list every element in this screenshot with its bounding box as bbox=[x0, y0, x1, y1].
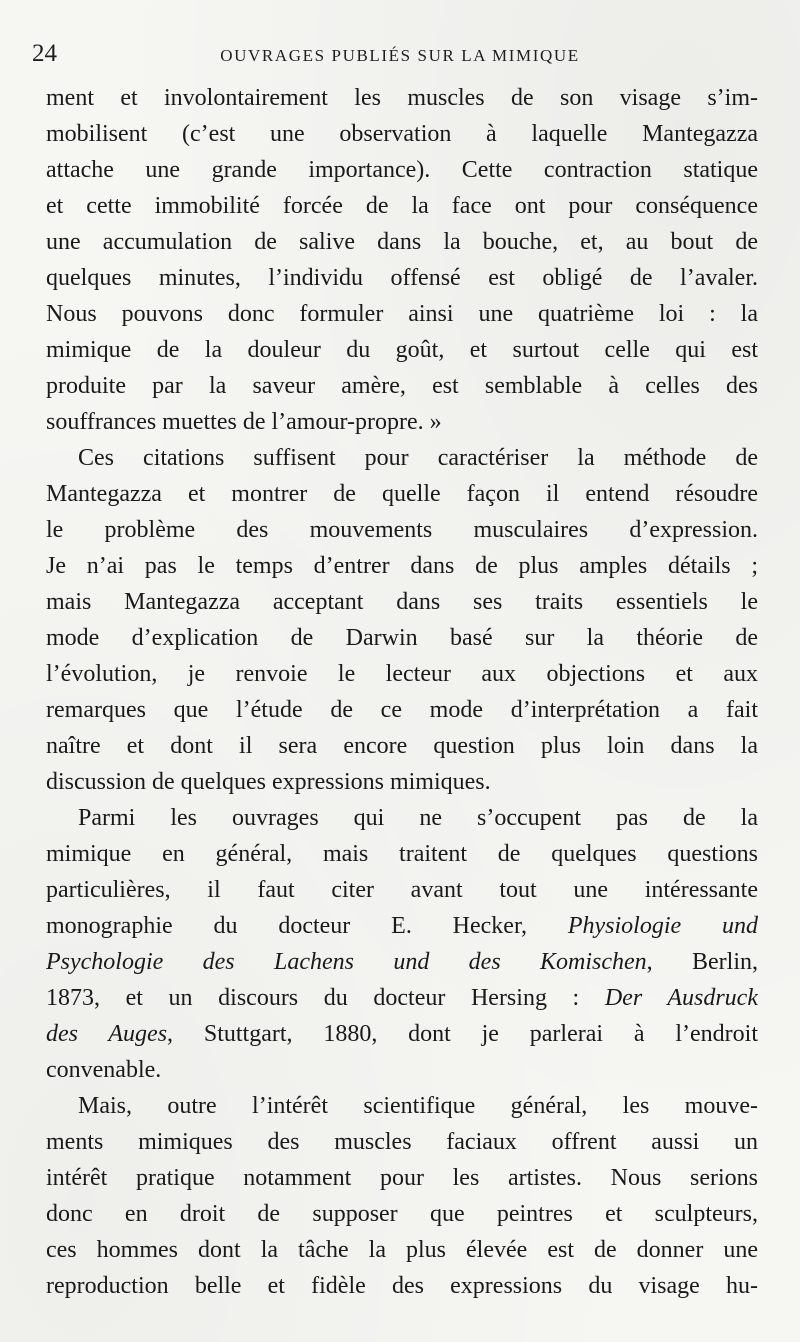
text-line bbox=[46, 836, 758, 872]
text-line bbox=[46, 1196, 758, 1232]
text-line bbox=[46, 656, 758, 692]
line-text: attache une grande importance). Cette contraction statique bbox=[46, 157, 758, 183]
text-line bbox=[46, 512, 758, 548]
text-line bbox=[46, 908, 758, 944]
text-line bbox=[46, 728, 758, 764]
text-line bbox=[46, 800, 758, 836]
body-text bbox=[46, 80, 758, 1304]
text-line bbox=[46, 620, 758, 656]
line-text: Mantegazza et montrer de quelle façon il entend résoudre bbox=[46, 481, 758, 507]
line-text: ments mimiques des muscles faciaux offrent aussi un bbox=[46, 1129, 758, 1155]
italic-title-text: Physiologie und bbox=[567, 913, 758, 939]
text-line bbox=[46, 584, 758, 620]
line-text: discussion de quelques expressions mimiques. bbox=[46, 769, 491, 795]
line-text: remarques que l’étude de ce mode d’interprétation a fait bbox=[46, 697, 758, 723]
line-text: l’évolution, je renvoie le lecteur aux objections et aux bbox=[46, 661, 758, 687]
text-line bbox=[46, 332, 758, 368]
line-text: mais Mantegazza acceptant dans ses traits essentiels le bbox=[46, 589, 758, 615]
line-text: particulières, il faut citer avant tout une intéressante bbox=[46, 877, 758, 903]
line-text: reproduction belle et fidèle des expressions du visage hu- bbox=[46, 1273, 758, 1299]
running-title: OUVRAGES PUBLIÉS SUR LA MIMIQUE bbox=[220, 46, 580, 65]
line-text: Ces citations suffisent pour caractériser la méthode de bbox=[78, 445, 758, 471]
line-text: , Berlin, bbox=[646, 949, 758, 975]
text-line bbox=[46, 296, 758, 332]
line-text: monographie du docteur E. Hecker, bbox=[46, 913, 568, 939]
text-line bbox=[46, 692, 758, 728]
line-text: mode d’explication de Darwin basé sur la théorie de bbox=[46, 625, 758, 651]
text-line bbox=[46, 1124, 758, 1160]
line-text: Nous pouvons donc formuler ainsi une quatrième loi : la bbox=[46, 301, 758, 327]
line-text: une accumulation de salive dans la bouche, et, au bout de bbox=[46, 229, 758, 255]
line-text: ment et involontairement les muscles de son visage s’im- bbox=[46, 85, 758, 111]
italic-title-text: des Auges bbox=[46, 1021, 168, 1047]
line-text: souffrances muettes de l’amour-propre. » bbox=[46, 409, 442, 435]
text-line bbox=[46, 944, 758, 980]
italic-title-text: Psychologie des Lachens und des Komischen bbox=[46, 949, 647, 975]
line-text: et cette immobilité forcée de la face ont pour conséquence bbox=[46, 193, 758, 219]
text-line bbox=[46, 980, 758, 1016]
text-line bbox=[46, 1088, 758, 1124]
text-line bbox=[46, 188, 758, 224]
line-text: mimique de la douleur du goût, et surtout celle qui est bbox=[46, 337, 758, 363]
text-line bbox=[46, 1268, 758, 1304]
page-header bbox=[32, 38, 768, 72]
text-line bbox=[46, 260, 758, 296]
line-text: convenable. bbox=[46, 1057, 162, 1083]
line-text: produite par la saveur amère, est semblable à celles des bbox=[46, 373, 758, 399]
line-text: quelques minutes, l’individu offensé est obligé de l’avaler. bbox=[46, 265, 758, 291]
line-text: mobilisent (c’est une observation à laquelle Mantegazza bbox=[46, 121, 758, 147]
text-line bbox=[46, 224, 758, 260]
line-text: ces hommes dont la tâche la plus élevée est de donner une bbox=[46, 1237, 758, 1263]
text-line bbox=[46, 764, 758, 800]
page-number: 24 bbox=[32, 40, 57, 67]
line-text: intérêt pratique notamment pour les artistes. Nous serions bbox=[46, 1165, 758, 1191]
line-text: naître et dont il sera encore question plus loin dans la bbox=[46, 733, 758, 759]
text-line bbox=[46, 1232, 758, 1268]
line-text: donc en droit de supposer que peintres et sculpteurs, bbox=[46, 1201, 758, 1227]
line-text: Mais, outre l’intérêt scientifique général, les mouve- bbox=[78, 1093, 758, 1119]
text-line bbox=[46, 548, 758, 584]
text-line bbox=[46, 80, 758, 116]
text-line bbox=[46, 152, 758, 188]
text-line bbox=[46, 1160, 758, 1196]
text-line bbox=[46, 404, 758, 440]
line-text: Parmi les ouvrages qui ne s’occupent pas de la bbox=[78, 805, 758, 831]
text-line bbox=[46, 1016, 758, 1052]
text-line bbox=[46, 440, 758, 476]
line-text: mimique en général, mais traitent de quelques questions bbox=[46, 841, 758, 867]
line-text: , Stuttgart, 1880, dont je parlerai à l’endroit bbox=[167, 1021, 758, 1047]
italic-title-text: Der Ausdruck bbox=[604, 985, 758, 1011]
line-text: le problème des mouvements musculaires d’expression. bbox=[46, 517, 758, 543]
line-text: 1873, et un discours du docteur Hersing : bbox=[46, 985, 605, 1011]
line-text: Je n’ai pas le temps d’entrer dans de plus amples détails ; bbox=[46, 553, 758, 579]
text-line bbox=[46, 1052, 758, 1088]
text-line bbox=[46, 368, 758, 404]
text-line bbox=[46, 476, 758, 512]
text-line bbox=[46, 872, 758, 908]
text-line bbox=[46, 116, 758, 152]
